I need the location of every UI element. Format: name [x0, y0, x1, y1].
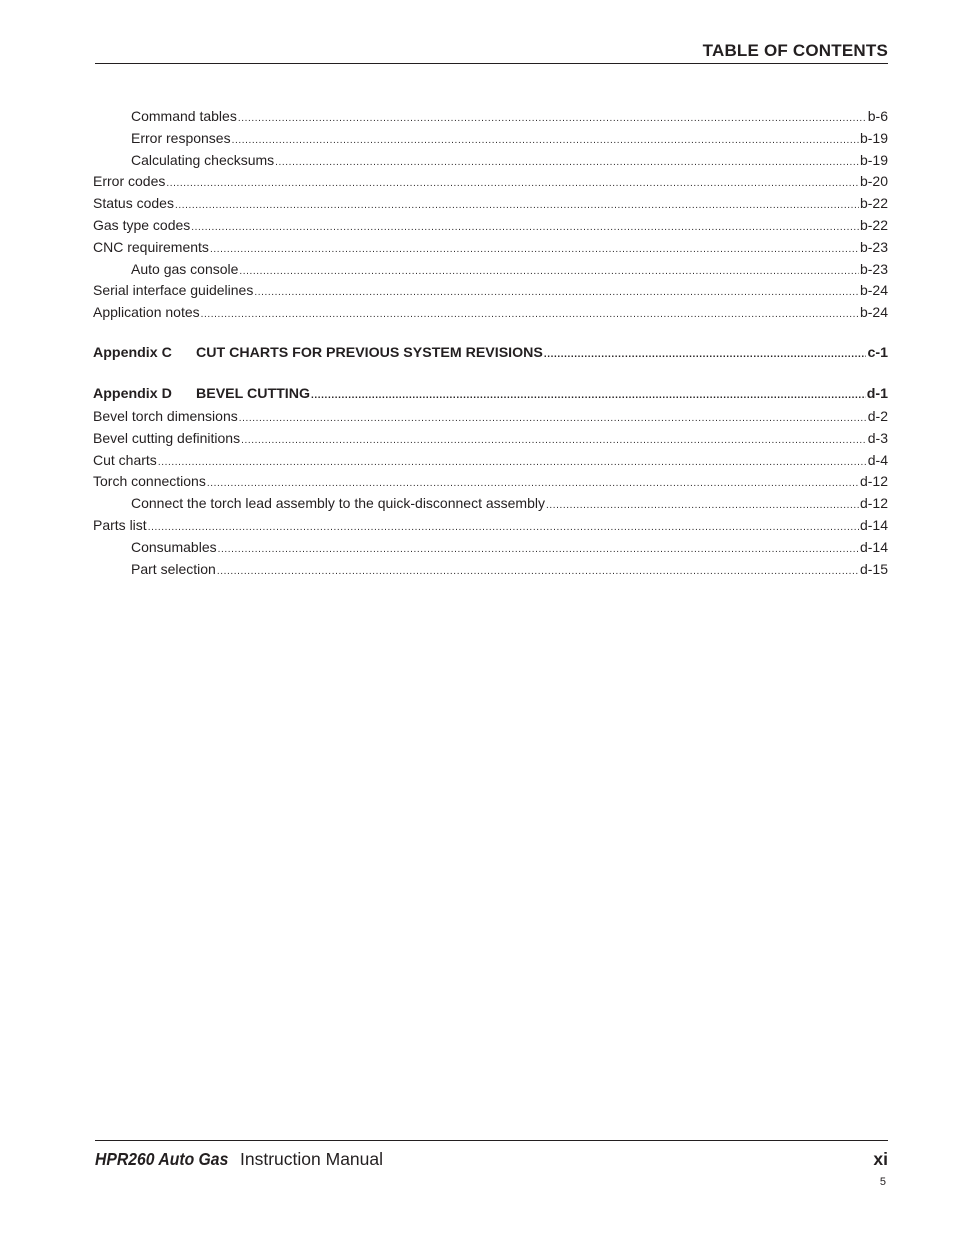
page-header-title: TABLE OF CONTENTS: [702, 41, 888, 60]
toc-page-number: d-14: [859, 516, 888, 533]
toc-page-number: d-12: [859, 473, 888, 490]
toc-entry[interactable]: [93, 108, 888, 130]
toc-entry-label: [131, 561, 216, 577]
toc-dot-leader: [201, 309, 859, 320]
toc-dot-leader: [241, 435, 867, 446]
toc-dot-leader: [546, 500, 859, 511]
toc-dot-leader: [239, 266, 859, 277]
toc-entry-label: [93, 386, 310, 402]
toc-page-number: b-6: [867, 108, 888, 124]
toc-entry[interactable]: [93, 304, 888, 326]
toc-entry-text: Command tables: [131, 108, 237, 124]
toc-entry-label: [93, 452, 157, 468]
toc-entry-text: Torch connections: [93, 473, 206, 490]
toc-entry-label: [93, 195, 174, 211]
toc-dot-leader: [311, 390, 866, 401]
toc-page-number: b-23: [859, 260, 888, 277]
toc-dot-leader: [239, 413, 867, 424]
toc-entry-text: Parts list: [93, 516, 147, 533]
toc-page-number: b-20: [859, 173, 888, 190]
footer-divider: [95, 1140, 888, 1141]
toc-entry[interactable]: [93, 561, 888, 583]
toc-entry-label: [93, 408, 238, 424]
toc-page-number: d-1: [866, 385, 888, 402]
toc-entry[interactable]: [93, 261, 888, 283]
toc-entry-text: Part selection: [131, 560, 216, 577]
toc-entry[interactable]: [93, 239, 888, 261]
toc-entry-text: CUT CHARTS FOR PREVIOUS SYSTEM REVISIONS: [196, 344, 543, 361]
toc-entry-text: BEVEL CUTTING: [196, 385, 311, 402]
header-divider: [95, 63, 888, 64]
table-of-contents: [93, 108, 888, 582]
toc-entry[interactable]: [93, 539, 888, 561]
toc-page-number: b-19: [859, 129, 888, 146]
toc-entry-label: [93, 345, 543, 361]
toc-appendix-entry[interactable]: [93, 345, 888, 367]
toc-entry[interactable]: [93, 408, 888, 430]
toc-entry-label: [93, 217, 190, 233]
toc-page-number: d-14: [859, 538, 888, 555]
toc-entry[interactable]: [93, 195, 888, 217]
toc-entry-text: Auto gas console: [131, 260, 239, 277]
footer-manual-label: Instruction Manual: [235, 1149, 384, 1169]
footer-sheet-number: 5: [879, 1176, 886, 1188]
toc-dot-leader: [275, 157, 859, 168]
toc-page-number: d-15: [859, 560, 888, 577]
toc-entry[interactable]: [93, 173, 888, 195]
toc-dot-leader: [175, 200, 859, 211]
toc-entry-label: [93, 517, 147, 533]
toc-entry-label: [93, 304, 200, 320]
toc-page-number: b-22: [859, 216, 888, 233]
toc-appendix-number: Appendix C: [93, 344, 172, 361]
toc-dot-leader: [218, 544, 859, 555]
toc-entry-text: Calculating checksums: [131, 151, 275, 168]
toc-dot-leader: [148, 522, 859, 533]
toc-entry[interactable]: [93, 473, 888, 495]
toc-page-number: b-19: [859, 151, 888, 168]
footer-product-name: HPR260 Auto Gas: [95, 1149, 229, 1169]
toc-entry[interactable]: [93, 130, 888, 152]
toc-dot-leader: [217, 566, 859, 577]
toc-entry-text: Cut charts: [93, 451, 157, 468]
toc-entry[interactable]: [93, 517, 888, 539]
toc-page-number: b-24: [859, 282, 888, 299]
toc-entry-label: [93, 473, 206, 489]
toc-page-number: d-12: [859, 495, 888, 512]
toc-dot-leader: [158, 457, 867, 468]
toc-entry-text: Error codes: [93, 173, 166, 190]
toc-appendix-number: Appendix D: [93, 385, 172, 402]
toc-entry-label: [131, 130, 231, 146]
toc-page-number: d-2: [867, 407, 888, 424]
toc-entry-text: Connect the torch lead assembly to the quick-disconnect assembly: [131, 495, 545, 512]
toc-entry[interactable]: [93, 152, 888, 174]
toc-dot-leader: [232, 135, 859, 146]
toc-entry-label: [131, 152, 274, 168]
toc-entry[interactable]: [93, 282, 888, 304]
toc-entry[interactable]: [93, 217, 888, 239]
toc-appendix-entry[interactable]: [93, 386, 888, 408]
toc-dot-leader: [210, 244, 859, 255]
toc-entry-text: CNC requirements: [93, 238, 209, 255]
footer-page-number: xi: [873, 1149, 888, 1169]
toc-entry-label: [93, 430, 240, 446]
toc-page-number: b-23: [859, 238, 888, 255]
toc-page-number: b-22: [859, 195, 888, 212]
toc-page-number: b-24: [859, 304, 888, 321]
toc-entry-text: Gas type codes: [93, 216, 191, 233]
toc-dot-leader: [254, 287, 859, 298]
toc-entry-text: Status codes: [93, 195, 174, 212]
toc-entry-label: [93, 239, 209, 255]
toc-entry-label: [131, 261, 238, 277]
toc-entry-text: Error responses: [131, 129, 231, 146]
toc-entry-text: Serial interface guidelines: [93, 282, 254, 299]
toc-entry[interactable]: [93, 452, 888, 474]
toc-entry-label: [131, 539, 217, 555]
toc-entry-text: Application notes: [93, 304, 200, 321]
toc-page-number: d-4: [867, 451, 888, 468]
toc-entry-text: Bevel torch dimensions: [93, 407, 238, 424]
toc-dot-leader: [544, 349, 867, 360]
toc-entry-label: [131, 495, 545, 511]
toc-entry-text: Bevel cutting definitions: [93, 429, 241, 446]
toc-entry[interactable]: [93, 430, 888, 452]
footer-manual-title: [95, 1149, 383, 1170]
toc-page-number: d-3: [867, 429, 888, 446]
toc-dot-leader: [238, 113, 867, 124]
toc-entry-label: [93, 282, 253, 298]
toc-page-number: c-1: [867, 344, 888, 361]
toc-dot-leader: [191, 222, 859, 233]
toc-dot-leader: [166, 178, 859, 189]
toc-entry-label: [93, 173, 165, 189]
toc-entry[interactable]: [93, 495, 888, 517]
toc-dot-leader: [207, 478, 859, 489]
toc-entry-label: [131, 108, 237, 124]
toc-entry-text: Consumables: [131, 538, 217, 555]
